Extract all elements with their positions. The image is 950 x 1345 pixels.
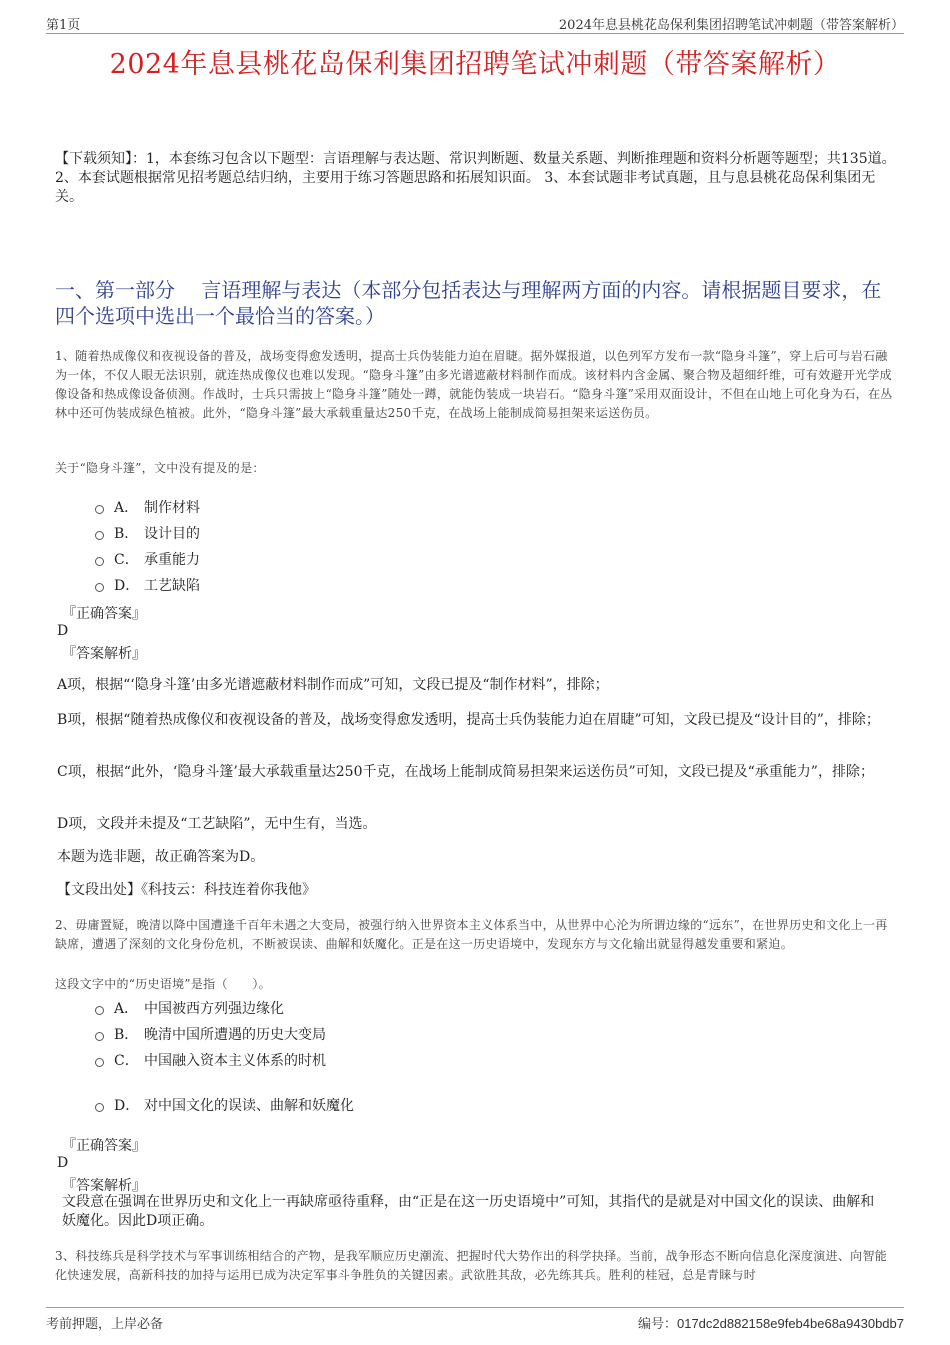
q2-correct-label: 『正确答案』 bbox=[62, 1138, 146, 1154]
q1-analysis-a: A项，根据“‘隐身斗篷’由多光谱遮蔽材料制作而成”可知，文段已提及“制作材料”，排除； bbox=[57, 677, 609, 693]
q2-option-c[interactable] bbox=[95, 1050, 326, 1070]
q1-correct-label: 『正确答案』 bbox=[62, 606, 146, 622]
q2-question: 这段文字中的“历史语境”是指（ ）。 bbox=[55, 977, 271, 991]
option-text: 设计目的 bbox=[144, 526, 200, 542]
q2-analysis: 文段意在强调在世界历史和文化上一再缺席亟待重释，由“正是在这一历史语境中”可知，其指代的是就是对中国文化的误读、曲解和妖魔化。因此D项正确。 bbox=[62, 1194, 875, 1229]
option-letter: D． bbox=[114, 1098, 140, 1114]
radio-button[interactable] bbox=[95, 583, 104, 592]
q1-option-d[interactable] bbox=[95, 575, 200, 595]
q2-option-b[interactable] bbox=[95, 1024, 326, 1044]
radio-button[interactable] bbox=[95, 1032, 104, 1041]
footer-divider bbox=[46, 1307, 904, 1308]
download-notice: 【下载须知】：1，本套练习包含以下题型：言语理解与表达题、常识判断题、数量关系题、判断推理题和资料分析题等题型；共135道。 2、本套试题根据常见招考题总结归纳，主要用于练习答题思路和拓展知识面。 3、本套试题非考试真题，且与息县桃花岛保利集团无关。 bbox=[55, 151, 896, 205]
option-letter: B． bbox=[114, 526, 139, 542]
q2-passage: 2、毋庸置疑，晚清以降中国遭逢千百年未遇之大变局，被强行纳入世界资本主义体系当中，从世界中心沦为所谓边缘的“远东”，在世界历史和文化上一再缺席，遭遇了深刻的文化身份危机，不断被误读、曲解和妖魔化。正是在这一历史语境中，发现东方与文化输出就显得越发重要和紧迫。 bbox=[55, 918, 888, 951]
footer-slogan: 考前押题，上岸必备 bbox=[46, 1317, 164, 1332]
q1-option-c[interactable] bbox=[95, 549, 200, 569]
option-letter: B． bbox=[114, 1027, 139, 1043]
q1-passage: 1、随着热成像仪和夜视设备的普及，战场变得愈发透明，提高士兵伪装能力迫在眉睫。据外媒报道，以色列军方发布一款“隐身斗篷”，穿上后可与岩石融为一体，不仅人眼无法识别，就连热成像仪也难以发现。“隐身斗篷”由多光谱遮蔽材料制作而成。该材料内含金属、聚合物及超细纤维，可有效避开光学成像设备和热成像设备侦测。作战时，士兵只需披上“隐身斗篷”随处一蹲，就能伪装成一块岩石。“隐身斗篷”采用双面设计，不但在山地上可化身为石，在丛林中还可伪装成绿色植被。此外，“隐身斗篷”最大承载重量达250千克，在战场上能制成简易担架来运送伤员。 bbox=[55, 349, 893, 420]
page-number: 第1页 bbox=[46, 18, 81, 33]
radio-button[interactable] bbox=[95, 557, 104, 566]
radio-button[interactable] bbox=[95, 505, 104, 514]
q1-analysis-d: D项，文段并未提及“工艺缺陷”，无中生有，当选。 bbox=[57, 816, 377, 832]
footer-serial: 编号：017dc2d882158e9feb4be68a9430bdb7 bbox=[637, 1316, 904, 1331]
option-text: 中国被西方列强边缘化 bbox=[144, 1001, 284, 1017]
header-divider bbox=[46, 33, 904, 34]
q1-analysis-c: C项，根据“此外，‘隐身斗篷’最大承载重量达250千克，在战场上能制成简易担架来运送伤员”可知，文段已提及“承重能力”，排除； bbox=[57, 764, 874, 780]
q1-option-a[interactable] bbox=[95, 497, 200, 517]
option-letter: D． bbox=[114, 578, 140, 594]
option-text: 晚清中国所遭遇的历史大变局 bbox=[144, 1027, 326, 1043]
q1-answer: D bbox=[57, 623, 69, 639]
q1-question: 关于“隐身斗篷”，文中没有提及的是： bbox=[55, 461, 265, 475]
radio-button[interactable] bbox=[95, 1058, 104, 1067]
section-heading: 一、第一部分 言语理解与表达（本部分包括表达与理解两方面的内容。请根据题目要求，在四个选项中选出一个最恰当的答案。） bbox=[55, 278, 882, 328]
option-text: 工艺缺陷 bbox=[144, 578, 200, 594]
q3-passage: 3、科技练兵是科学技术与军事训练相结合的产物，是我军顺应历史潮流、把握时代大势作出的科学抉择。当前，战争形态不断向信息化深度演进、向智能化快速发展，高新科技的加持与运用已成为决定军事斗争胜负的关键因素。武欲胜其敌，必先练其兵。胜利的桂冠，总是青睐与时 bbox=[55, 1249, 888, 1282]
q1-analysis-b: B项，根据“随着热成像仪和夜视设备的普及，战场变得愈发透明，提高士兵伪装能力迫在眉睫”可知，文段已提及“设计目的”，排除； bbox=[57, 712, 880, 728]
radio-button[interactable] bbox=[95, 1006, 104, 1015]
q2-option-a[interactable] bbox=[95, 998, 284, 1018]
option-text: 制作材料 bbox=[144, 500, 200, 516]
option-letter: A． bbox=[114, 1001, 139, 1017]
q1-source: 【文段出处】《科技云：科技连着你我他》 bbox=[57, 882, 316, 898]
page-title: 2024年息县桃花岛保利集团招聘笔试冲刺题（带答案解析） bbox=[109, 49, 841, 80]
q2-analysis-label: 『答案解析』 bbox=[62, 1178, 146, 1194]
q2-answer: D bbox=[57, 1155, 69, 1171]
option-letter: A． bbox=[114, 500, 139, 516]
option-letter: C． bbox=[114, 1053, 139, 1069]
q1-conclusion: 本题为选非题，故正确答案为D。 bbox=[57, 849, 265, 865]
radio-button[interactable] bbox=[95, 531, 104, 540]
q1-option-b[interactable] bbox=[95, 523, 200, 543]
radio-button[interactable] bbox=[95, 1103, 104, 1112]
option-text: 中国融入资本主义体系的时机 bbox=[144, 1053, 326, 1069]
q1-analysis-label: 『答案解析』 bbox=[62, 646, 146, 662]
option-text: 承重能力 bbox=[144, 552, 200, 568]
q2-option-d[interactable] bbox=[95, 1095, 354, 1115]
option-letter: C． bbox=[114, 552, 139, 568]
option-text: 对中国文化的误读、曲解和妖魔化 bbox=[144, 1098, 354, 1114]
header-doc-title: 2024年息县桃花岛保利集团招聘笔试冲刺题（带答案解析） bbox=[558, 18, 904, 33]
